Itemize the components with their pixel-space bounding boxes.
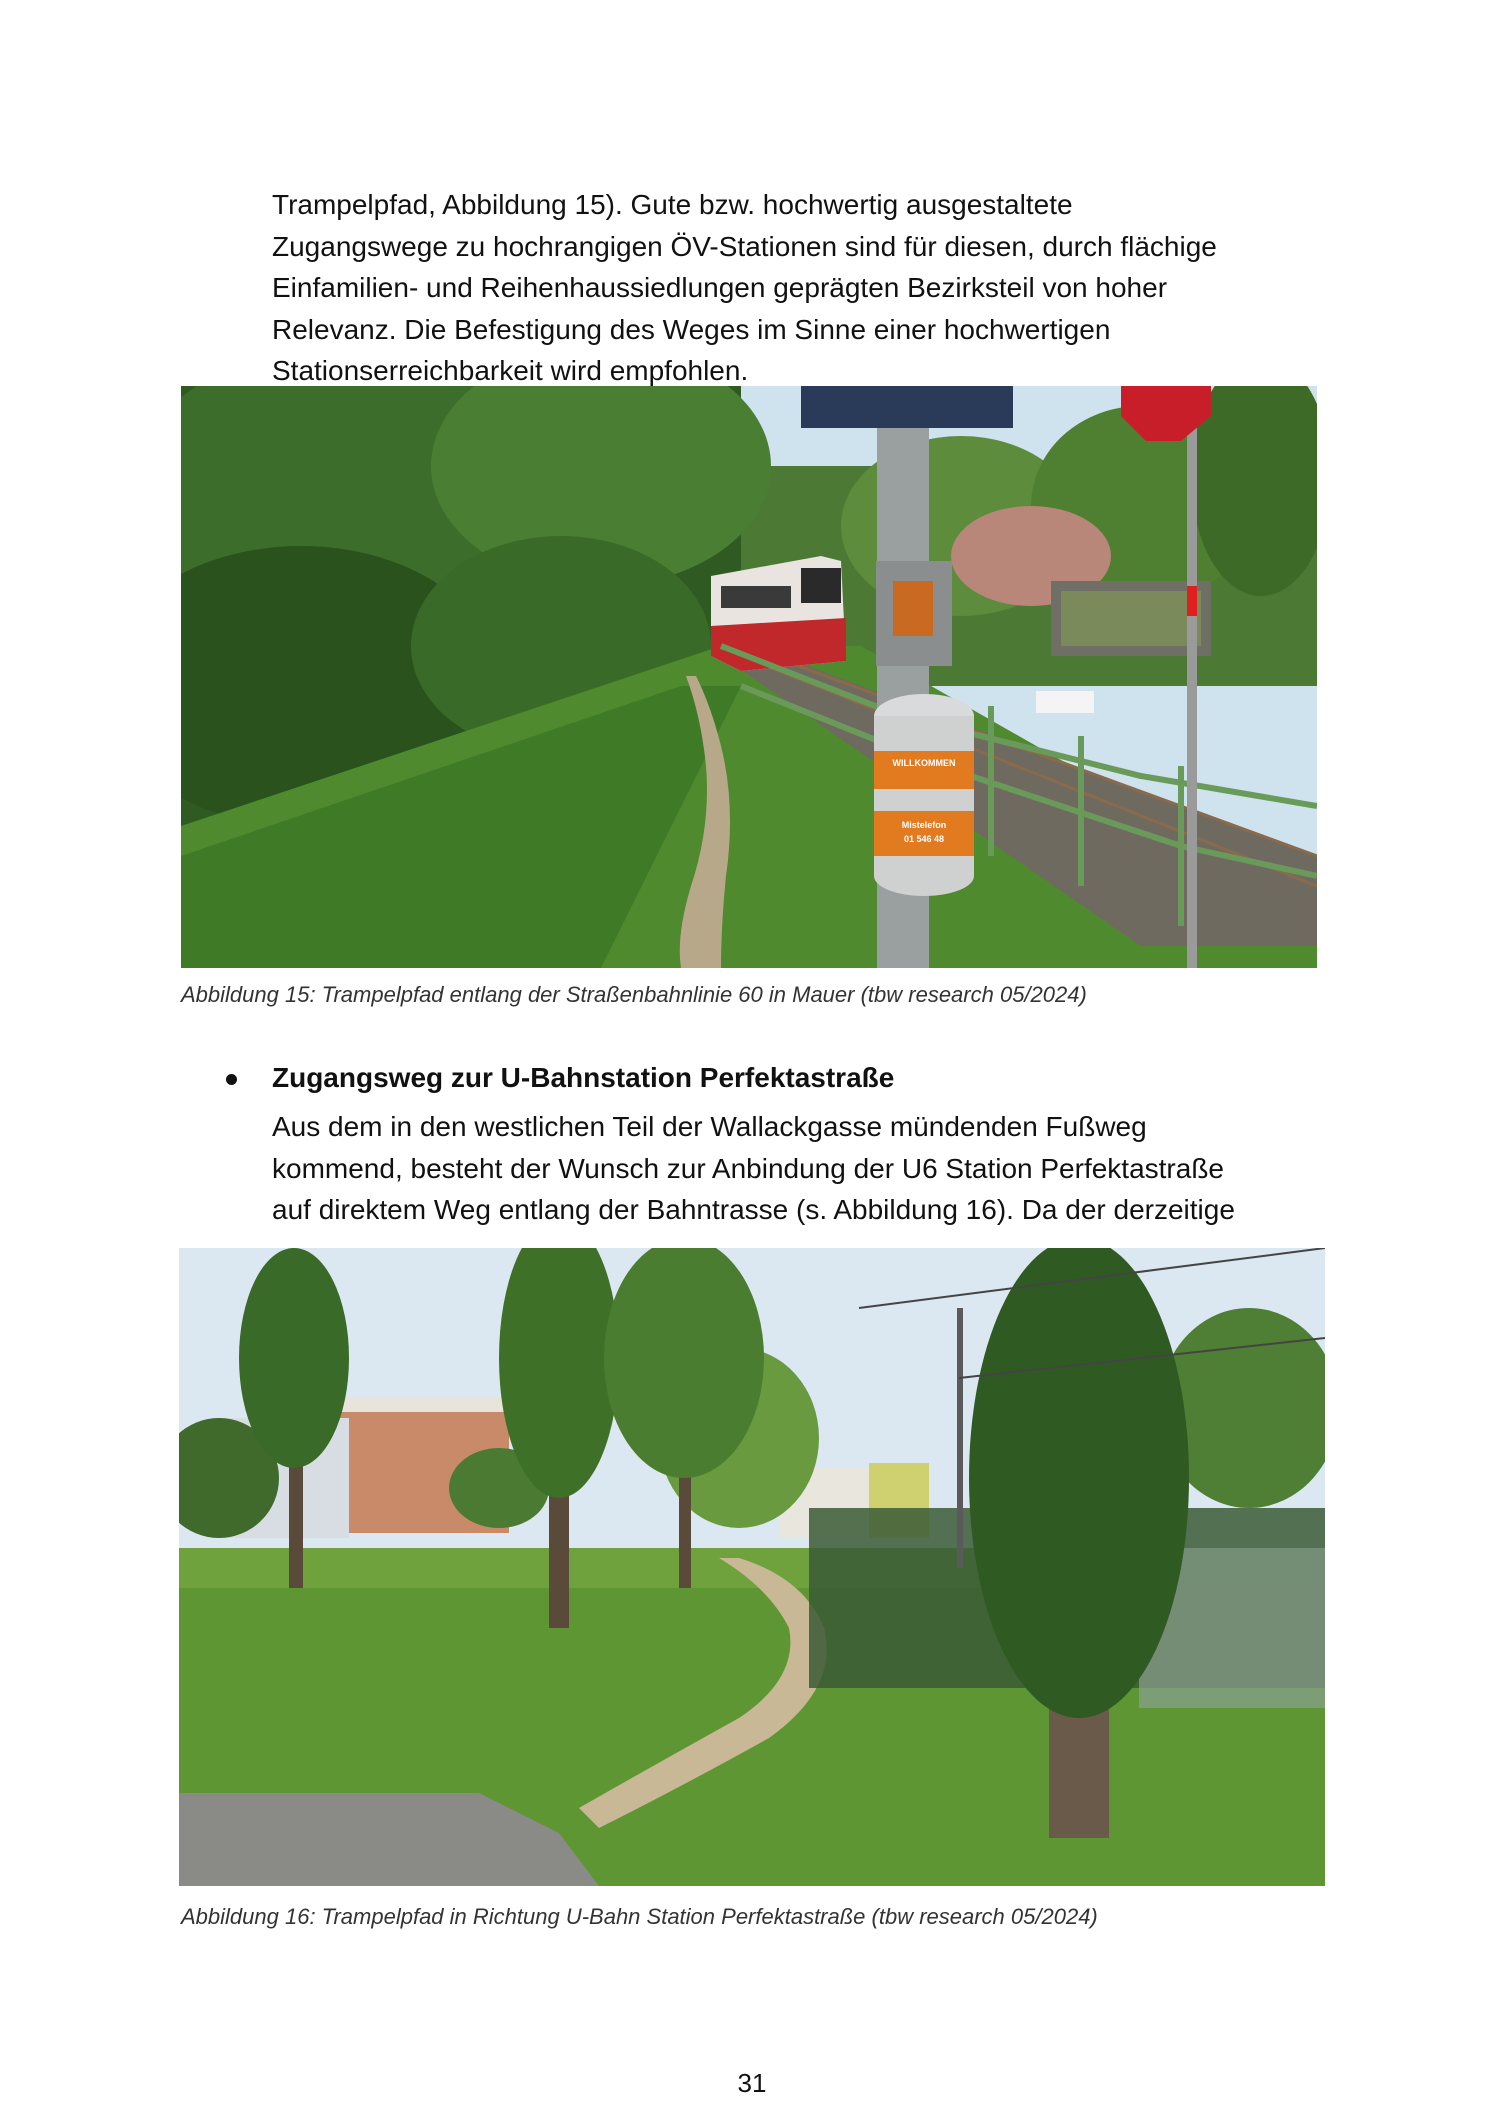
intro-line: Stationserreichbarkeit wird empfohlen. <box>272 355 749 386</box>
intro-paragraph <box>272 184 1332 392</box>
bullet-dot <box>226 1074 237 1085</box>
bullet-line: Aus dem in den westlichen Teil der Wallackgasse mündenden Fußweg <box>272 1111 1147 1142</box>
bullet-line: auf direktem Weg entlang der Bahntrasse (s. Abbildung 16). Da der derzeitige <box>272 1194 1235 1225</box>
figure-16-caption: Abbildung 16: Trampelpfad in Richtung U-Bahn Station Perfektastraße (tbw research 05/2024) <box>181 1904 1098 1929</box>
bin-label-mistelefon: Mistelefon <box>901 820 947 830</box>
figure-15-photo <box>181 386 1317 968</box>
intro-line: Relevanz. Die Befestigung des Weges im Sinne einer hochwertigen <box>272 313 1111 345</box>
page-number: 31 <box>737 2068 767 2098</box>
intro-line: Trampelpfad, Abbildung 15). Gute bzw. hochwertig ausgestaltete <box>272 189 1073 220</box>
figure-16-photo <box>179 1248 1325 1886</box>
bullet-line: kommend, besteht der Wunsch zur Anbindung der U6 Station Perfektastraße <box>272 1152 1224 1184</box>
figure-15-caption: Abbildung 15: Trampelpfad entlang der Straßenbahnlinie 60 in Mauer (tbw research 05/2024) <box>181 982 1087 1007</box>
bullet-heading: Zugangsweg zur U-Bahnstation Perfektastraße <box>272 1062 895 1093</box>
intro-line: Einfamilien- und Reihenhaussiedlungen geprägten Bezirksteil von hoher <box>272 272 1168 303</box>
bin-label-phone: 01 546 48 <box>903 834 945 844</box>
bin-label-welcome: WILLKOMMEN <box>892 758 956 768</box>
intro-line: Zugangswege zu hochrangigen ÖV-Stationen sind für diesen, durch flächige <box>272 230 1217 262</box>
bullet-paragraph <box>272 1106 1332 1231</box>
